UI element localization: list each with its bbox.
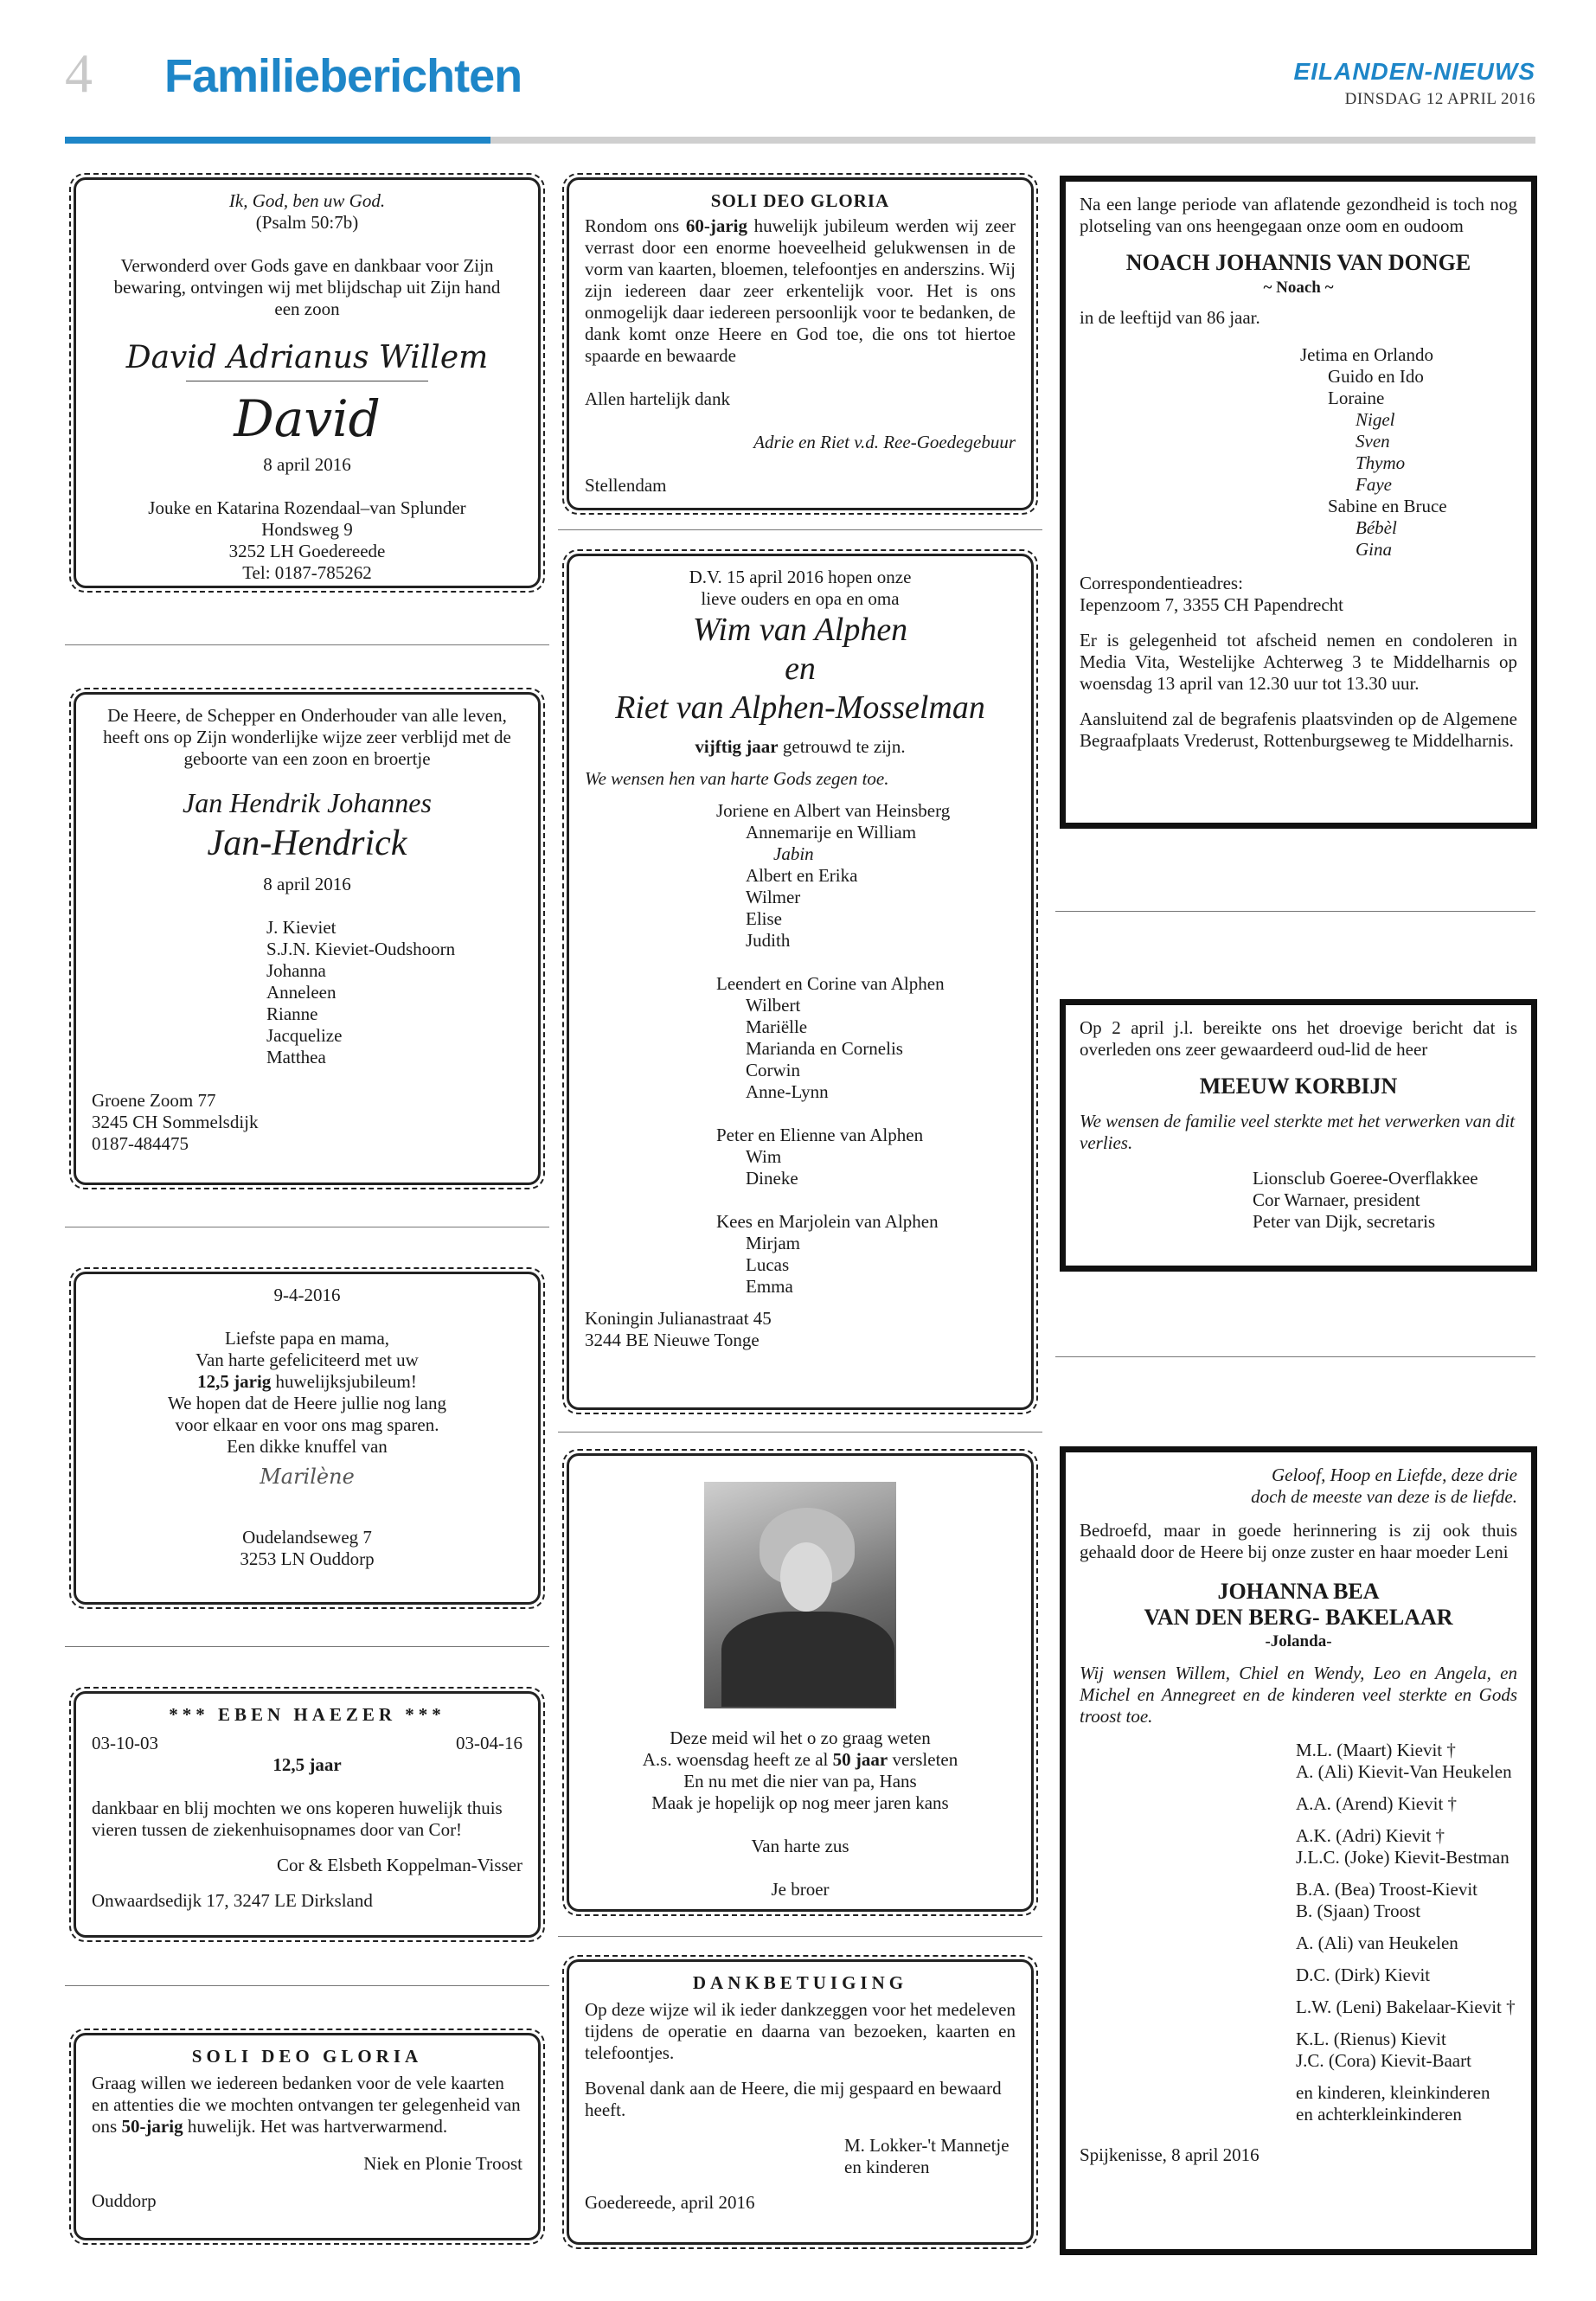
deceased-name: MEEUW KORBIJN (1199, 1074, 1398, 1099)
family-list (1080, 1740, 1517, 2125)
body-bold: 60-jarig (685, 215, 747, 236)
family-member: Faye (1356, 474, 1392, 495)
divider (65, 644, 549, 645)
body-text (92, 2073, 522, 2138)
family-member: Mirjam (746, 1233, 800, 1253)
family-group (1296, 1965, 1517, 1986)
ad-50-years-photo (567, 1453, 1034, 1912)
verse: Ik, God, ben uw God. (228, 190, 386, 211)
jubilee-line (92, 1371, 522, 1393)
ad-jubilee-125 (74, 1272, 541, 1605)
body-post: huwelijk jubileum werden wij zeer verrast door een enorme hoeveelheid gelukwensen in de vorm van kaarten, bloemen, telefoontjes en anderszins. Wij zijn iedereen daar zeer erkentelijk voor. Het is ons onmogelijk daar iedereen persoonlijk voor te bedanken, de dank komt onze Heere en God toe, die ons tot hiertoe spaarde en bewaarde (585, 215, 1016, 366)
family-head: Kees en Marjolein van Alphen (716, 1211, 939, 1232)
wish-line: We hopen dat de Heere jullie nog lang (168, 1393, 446, 1413)
family-member: Anneleen (266, 982, 337, 1003)
family-member: A.A. (Arend) Kievit † (1296, 1793, 1458, 1814)
from-brother: Je broer (771, 1879, 830, 1900)
address-line1: Koningin Julianastraat 45 (585, 1308, 772, 1329)
family-member: Emma (746, 1276, 793, 1297)
family-member: A. (Ali) Kievit-Van Heukelen (1296, 1761, 1512, 1782)
ad-birth-janhendrick (74, 692, 541, 1185)
thanks: Allen hartelijk dank (585, 388, 730, 409)
wish: We wensen de familie veel sterkte met het verwerken van dit verlies. (1080, 1111, 1516, 1153)
divider (558, 1936, 1042, 1937)
family-member: Marianda en Cornelis (746, 1038, 903, 1059)
signature: Marilène (260, 1465, 355, 1489)
wish: We wensen hen van harte Gods zegen toe. (585, 768, 889, 789)
address-line2: 3253 LN Ouddorp (240, 1548, 375, 1569)
ad-soli-deo-troost (74, 2033, 541, 2240)
ad-obituary-vandonge (1060, 176, 1537, 829)
family-member: Jetima en Orlando (1300, 344, 1433, 365)
name-wife: Riet van Alphen-Mosselman (615, 689, 985, 726)
poem-line3: En nu met die nier van pa, Hans (683, 1771, 917, 1791)
poem-line4: Maak je hopelijk op nog meer jaren kans (651, 1792, 949, 1813)
family-member: Mariëlle (746, 1016, 808, 1037)
signed: M. Lokker-'t Mannetje (844, 2135, 1010, 2156)
divider (558, 529, 1042, 530)
family-member: B. (Sjaan) Troost (1296, 1900, 1421, 1921)
section-title: Familieberichten (164, 50, 522, 102)
hug-line: Een dikke knuffel van (227, 1436, 388, 1457)
parents: Jouke en Katarina Rozendaal–van Splunder (148, 497, 466, 518)
wish: Wij wensen Willem, Chiel en Wendy, Leo en Angela, en Michel en Annegreet en de kinderen veel sterkte en Gods troost toe. (1080, 1663, 1517, 1727)
family-list (1080, 344, 1517, 561)
ad-birth-david (74, 177, 541, 588)
family-member: Jacquelize (266, 1025, 343, 1046)
name-husband: Wim van Alphen (692, 612, 908, 648)
header-rule (490, 137, 1535, 144)
family-group (1296, 1793, 1517, 1815)
full-name: Jan Hendrik Johannes (183, 787, 432, 818)
intro-text: Verwonderd over Gods gave en dankbaar voor Zijn bewaring, ontvingen wij met blijdschap uit Zijn hand een zoon (113, 255, 501, 319)
ad-eben-haezer (74, 1691, 541, 1938)
from-sister: Van harte zus (751, 1836, 849, 1856)
family-member: Loraine (1328, 388, 1385, 408)
family-member: K.L. (Rienus) Kievit (1296, 2029, 1446, 2049)
condolence-info: Er is gelegenheid tot afscheid nemen en condoleren in Media Vita, Westelijke Achterweg 3 te Middelharnis op woensdag 13 april van 12.30 uur tot 13.30 uur. (1080, 630, 1517, 694)
ad-title: SOLI DEO GLORIA (191, 2046, 423, 2067)
funeral-info: Aansluitend zal de begrafenis plaatsvinden op de Algemene Begraafplaats Vrederust, Rottenburgseweg te Middelharnis. (1080, 708, 1517, 751)
jubilee-rest: huwelijksjubileum! (271, 1371, 417, 1392)
signed-president: Cor Warnaer, president (1253, 1189, 1420, 1210)
family-member: Bébèl (1356, 517, 1397, 538)
family-member: Lucas (746, 1254, 790, 1275)
family-member: J. Kieviet (266, 917, 337, 938)
intro-line1: D.V. 15 april 2016 hopen onze (689, 567, 912, 587)
poem-bold: 50 jaar (832, 1749, 888, 1770)
poem-pre: A.s. woensdag heeft ze al (642, 1749, 833, 1770)
family-group (1296, 1997, 1517, 2018)
address: Onwaardsedijk 17, 3247 LE Dirksland (92, 1890, 373, 1911)
corr-address: Iepenzoom 7, 3355 CH Papendrecht (1080, 594, 1344, 615)
family-member: Rianne (266, 1003, 318, 1024)
address-line2: 3244 BE Nieuwe Tonge (585, 1330, 760, 1350)
wish-line-2: voor elkaar en voor ons mag sparen. (175, 1414, 439, 1435)
family-member: Elise (746, 908, 782, 929)
family-group (1296, 2029, 1517, 2072)
ad-dankbetuiging (567, 1959, 1034, 2245)
address-line2: 3252 LH Goedereede (228, 541, 386, 561)
years-line (585, 736, 1016, 758)
place: Ouddorp (92, 2190, 157, 2211)
full-name: David Adrianus Willem (125, 340, 489, 375)
family-member: Wilbert (746, 995, 801, 1016)
deceased-name-line2: VAN DEN BERG- BAKELAAR (1144, 1605, 1453, 1630)
place: Spijkenisse, 8 april 2016 (1080, 2144, 1259, 2165)
portrait-photo (704, 1482, 896, 1708)
family-member: Annemarije en William (746, 822, 917, 843)
intro-text: Op 2 april j.l. bereikte ons het droevige bericht dat is overleden ons zeer gewaardeerd oud-lid de heer (1080, 1017, 1517, 1060)
newspaper-logo[interactable]: EILANDEN-NIEUWS (1293, 58, 1535, 85)
family-member: D.C. (Dirk) Kievit (1296, 1965, 1431, 1985)
intro-text: De Heere, de Schepper en Onderhouder van alle leven, heeft ons op Zijn wonderlijke wijze zeer verblijd met de geboorte van een zoon en broertje (103, 705, 511, 769)
years-bold: vijftig jaar (695, 736, 779, 757)
place: Stellendam (585, 475, 667, 496)
intro-text: Bedroefd, maar in goede herinnering is zij ook thuis gehaald door de Heere bij onze zuster en haar moeder Leni (1080, 1520, 1517, 1562)
signed: Niek en Plonie Troost (363, 2153, 522, 2174)
family-member: Thymo (1356, 452, 1406, 473)
address-line1: Groene Zoom 77 (92, 1090, 216, 1111)
family-member: en achterkleinkinderen (1296, 2104, 1462, 2125)
signed-org: Lionsclub Goeree-Overflakkee (1253, 1168, 1478, 1189)
body-text (585, 215, 1016, 367)
family-list (92, 917, 522, 1068)
family-member: Wilmer (746, 887, 801, 907)
ad-obituary-bakelaar (1060, 1446, 1537, 2255)
body-pre: Graag willen we iedereen bedanken voor de vele kaarten en attenties die we mochten ontvangen ter gelegenheid van ons (92, 2073, 521, 2137)
poem-line1: Deze meid wil het o zo graag weten (670, 1727, 931, 1748)
deceased-name-line1: JOHANNA BEA (1217, 1579, 1380, 1604)
ad-anniversary-vanalphen (567, 554, 1034, 1410)
ad-obituary-korbijn (1060, 999, 1537, 1272)
body-pre: Rondom ons (585, 215, 686, 236)
family-member: Anne-Lynn (746, 1081, 829, 1102)
signed: Adrie en Riet v.d. Ree-Goedegebuur (753, 432, 1016, 452)
intro-line2: lieve ouders en opa en oma (701, 588, 900, 609)
family-head: Peter en Elienne van Alphen (716, 1125, 924, 1145)
family-member: J.C. (Cora) Kievit-Baart (1296, 2050, 1471, 2071)
family-member: Nigel (1356, 409, 1395, 430)
family-member: S.J.N. Kieviet-Oudshoorn (266, 939, 456, 959)
years-rest: getrouwd te zijn. (778, 736, 906, 757)
body-post: huwelijk. Het was hartverwarmend. (183, 2116, 448, 2137)
body-text: dankbaar en blij mochten we ons koperen huwelijk thuis vieren tussen de ziekenhuisopnames door van Cor! (92, 1798, 503, 1840)
age: in de leeftijd van 86 jaar. (1080, 307, 1260, 328)
intro-text: Na een lange periode van aflatende gezondheid is toch nog plotseling van ons heengegaan onze oom en oudoom (1080, 194, 1517, 236)
family-head: Joriene en Albert van Heinsberg (716, 800, 951, 821)
nickname: -Jolanda- (1265, 1632, 1332, 1650)
ad-title: *** EBEN HAEZER *** (169, 1704, 445, 1725)
jubilee-years: 12,5 jarig (197, 1371, 272, 1392)
family-member: en kinderen, kleinkinderen (1296, 2082, 1490, 2103)
motto-line1: Geloof, Hoop en Liefde, deze drie (1271, 1465, 1517, 1485)
call-name: Jan-Hendrick (207, 824, 407, 863)
body-text: Op deze wijze wil ik ieder dankzeggen voor het medeleven tijdens de operatie en daarna van bezoeken, kaarten en telefoontjes. (585, 1999, 1016, 2063)
congrats-line: Van harte gefeliciteerd met uw (195, 1349, 419, 1370)
divider (65, 1646, 549, 1647)
family-member: A. (Ali) van Heukelen (1296, 1932, 1458, 1953)
date-start: 03-10-03 (92, 1733, 158, 1753)
motto-line2: doch de meeste van deze is de liefde. (1251, 1486, 1517, 1507)
date-end: 03-04-16 (456, 1733, 522, 1753)
signed-2: en kinderen (844, 2157, 930, 2177)
phone: 0187-484475 (92, 1133, 189, 1154)
address-line1: Hondsweg 9 (261, 519, 353, 540)
family-member: Sabine en Bruce (1328, 496, 1447, 516)
divider (1055, 911, 1535, 912)
address-line2: 3245 CH Sommelsdijk (92, 1112, 259, 1132)
family-member: Gina (1356, 539, 1392, 560)
birth-date: 8 april 2016 (263, 874, 351, 894)
signed-block (585, 2135, 1016, 2178)
years: 12,5 jaar (272, 1754, 342, 1775)
family-member: Albert en Erika (746, 865, 858, 886)
ad-title: SOLI DEO GLORIA (710, 190, 890, 211)
family-member: Corwin (746, 1060, 800, 1080)
issue-date: DINSDAG 12 APRIL 2016 (1344, 90, 1535, 108)
family-list (585, 800, 1016, 1298)
family-group (1296, 1740, 1517, 1783)
family-member: Guido en Ido (1328, 366, 1424, 387)
ad-date: 9-4-2016 (273, 1285, 341, 1305)
family-member: Dineke (746, 1168, 798, 1189)
phone: Tel: 0187-785262 (242, 562, 372, 583)
poem-line2 (585, 1749, 1016, 1771)
ad-title: DANKBETUIGING (692, 1972, 908, 1993)
page-number: 4 (65, 42, 93, 104)
family-member: Wim (746, 1146, 782, 1167)
header-rule-accent (65, 137, 490, 144)
family-group (1296, 1932, 1517, 1954)
nickname: ~ Noach ~ (1263, 279, 1334, 297)
family-member: A.K. (Adri) Kievit † (1296, 1825, 1445, 1846)
family-member: Judith (746, 930, 791, 951)
corr-label: Correspondentieadres: (1080, 573, 1243, 593)
greeting: Liefste papa en mama, (224, 1328, 390, 1349)
family-member: J.L.C. (Joke) Kievit-Bestman (1296, 1847, 1509, 1868)
signed-block (1080, 1168, 1517, 1233)
signed-secretary: Peter van Dijk, secretaris (1253, 1211, 1436, 1232)
family-member: M.L. (Maart) Kievit † (1296, 1740, 1456, 1760)
family-member: L.W. (Leni) Bakelaar-Kievit † (1296, 1997, 1516, 2017)
family-group (1296, 1825, 1517, 1868)
ad-soli-deo-ree (567, 177, 1034, 510)
place: Goedereede, april 2016 (585, 2192, 755, 2213)
poem-post: versleten (888, 1749, 958, 1770)
deceased-name: NOACH JOHANNIS VAN DONGE (1125, 250, 1471, 275)
date-row (92, 1733, 522, 1754)
family-member: Matthea (266, 1047, 326, 1067)
family-head: Leendert en Corine van Alphen (716, 973, 945, 994)
divider (558, 1432, 1042, 1433)
body-text-2: Bovenal dank aan de Heere, die mij gespaard en bewaard heeft. (585, 2078, 1002, 2120)
verse-ref: (Psalm 50:7b) (255, 212, 359, 233)
family-group (1296, 2082, 1517, 2125)
divider (65, 1985, 549, 1986)
family-member: Johanna (266, 960, 326, 981)
grandchild: Jabin (773, 843, 814, 864)
divider (1055, 1356, 1535, 1357)
family-member: Sven (1356, 431, 1390, 452)
address-line1: Oudelandseweg 7 (242, 1527, 372, 1548)
signed: Cor & Elsbeth Koppelman-Visser (277, 1855, 522, 1875)
body-bold: 50-jarig (121, 2116, 183, 2137)
family-group (1296, 1879, 1517, 1922)
call-name: David (234, 389, 381, 448)
birth-date: 8 april 2016 (263, 454, 351, 475)
family-member: B.A. (Bea) Troost-Kievit (1296, 1879, 1477, 1900)
name-and: en (785, 651, 816, 687)
